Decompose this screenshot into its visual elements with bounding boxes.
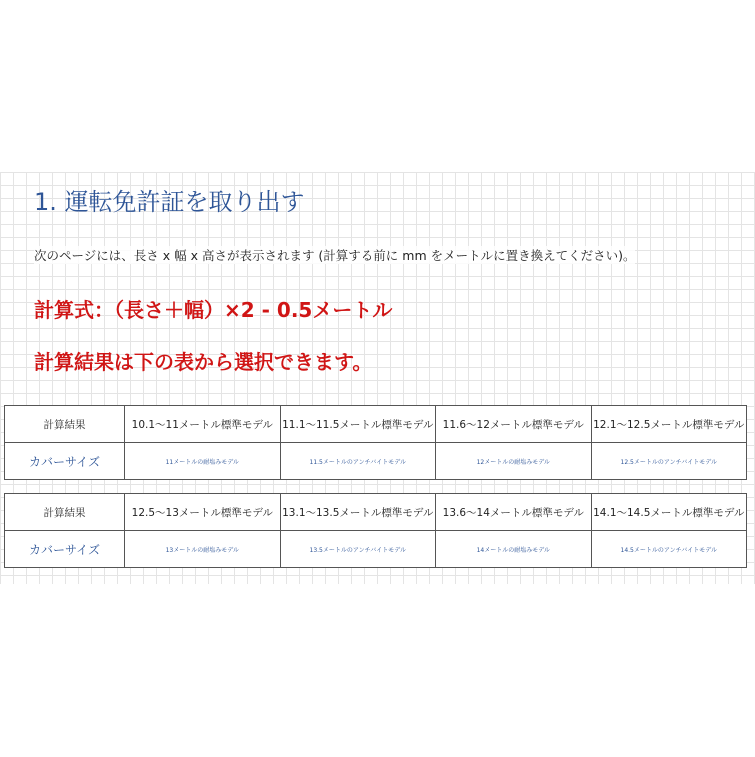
cover-cell: 13.5メートルのアンチバイトモデル <box>280 531 436 568</box>
calc-cell: 10.1～11メートル標準モデル <box>125 406 281 443</box>
calc-cell: 12.1～12.5メートル標準モデル <box>591 406 747 443</box>
cover-size-row <box>5 443 747 480</box>
calc-result-row <box>5 494 747 531</box>
calc-cell: 11.6～12メートル標準モデル <box>436 406 592 443</box>
cover-cell: 12.5メートルのアンチバイトモデル <box>591 443 747 480</box>
cover-size-label: カバーサイズ <box>5 443 125 480</box>
section-heading: 1. 運転免許証を取り出す <box>34 188 305 216</box>
cover-cell: 14.5メートルのアンチバイトモデル <box>591 531 747 568</box>
cover-cell: 13メートルの耐塩みモデル <box>125 531 281 568</box>
calc-cell: 13.6～14メートル標準モデル <box>436 494 592 531</box>
cover-cell: 11メートルの耐塩みモデル <box>125 443 281 480</box>
select-note-text: 計算結果は下の表から選択できます。 <box>34 350 373 374</box>
formula-text: 計算式：（長さ＋幅）×2 - 0.5メートル <box>34 298 393 322</box>
cover-cell: 12メートルの耐塩みモデル <box>436 443 592 480</box>
cover-cell: 14メートルの耐塩みモデル <box>436 531 592 568</box>
calc-result-label: 計算結果 <box>5 406 125 443</box>
size-table-2 <box>4 493 747 568</box>
size-table-1 <box>4 405 747 480</box>
calc-cell: 11.1～11.5メートル標準モデル <box>280 406 436 443</box>
calc-cell: 14.1～14.5メートル標準モデル <box>591 494 747 531</box>
cover-cell: 11.5メートルのアンチバイトモデル <box>280 443 436 480</box>
calc-result-row <box>5 406 747 443</box>
calc-cell: 13.1～13.5メートル標準モデル <box>280 494 436 531</box>
calc-result-label: 計算結果 <box>5 494 125 531</box>
intro-text: 次のページには、長さ x 幅 x 高さが表示されます (計算する前に mm をメートルに置き換えてください)。 <box>34 248 636 263</box>
cover-size-row <box>5 531 747 568</box>
cover-size-label: カバーサイズ <box>5 531 125 568</box>
calc-cell: 12.5～13メートル標準モデル <box>125 494 281 531</box>
